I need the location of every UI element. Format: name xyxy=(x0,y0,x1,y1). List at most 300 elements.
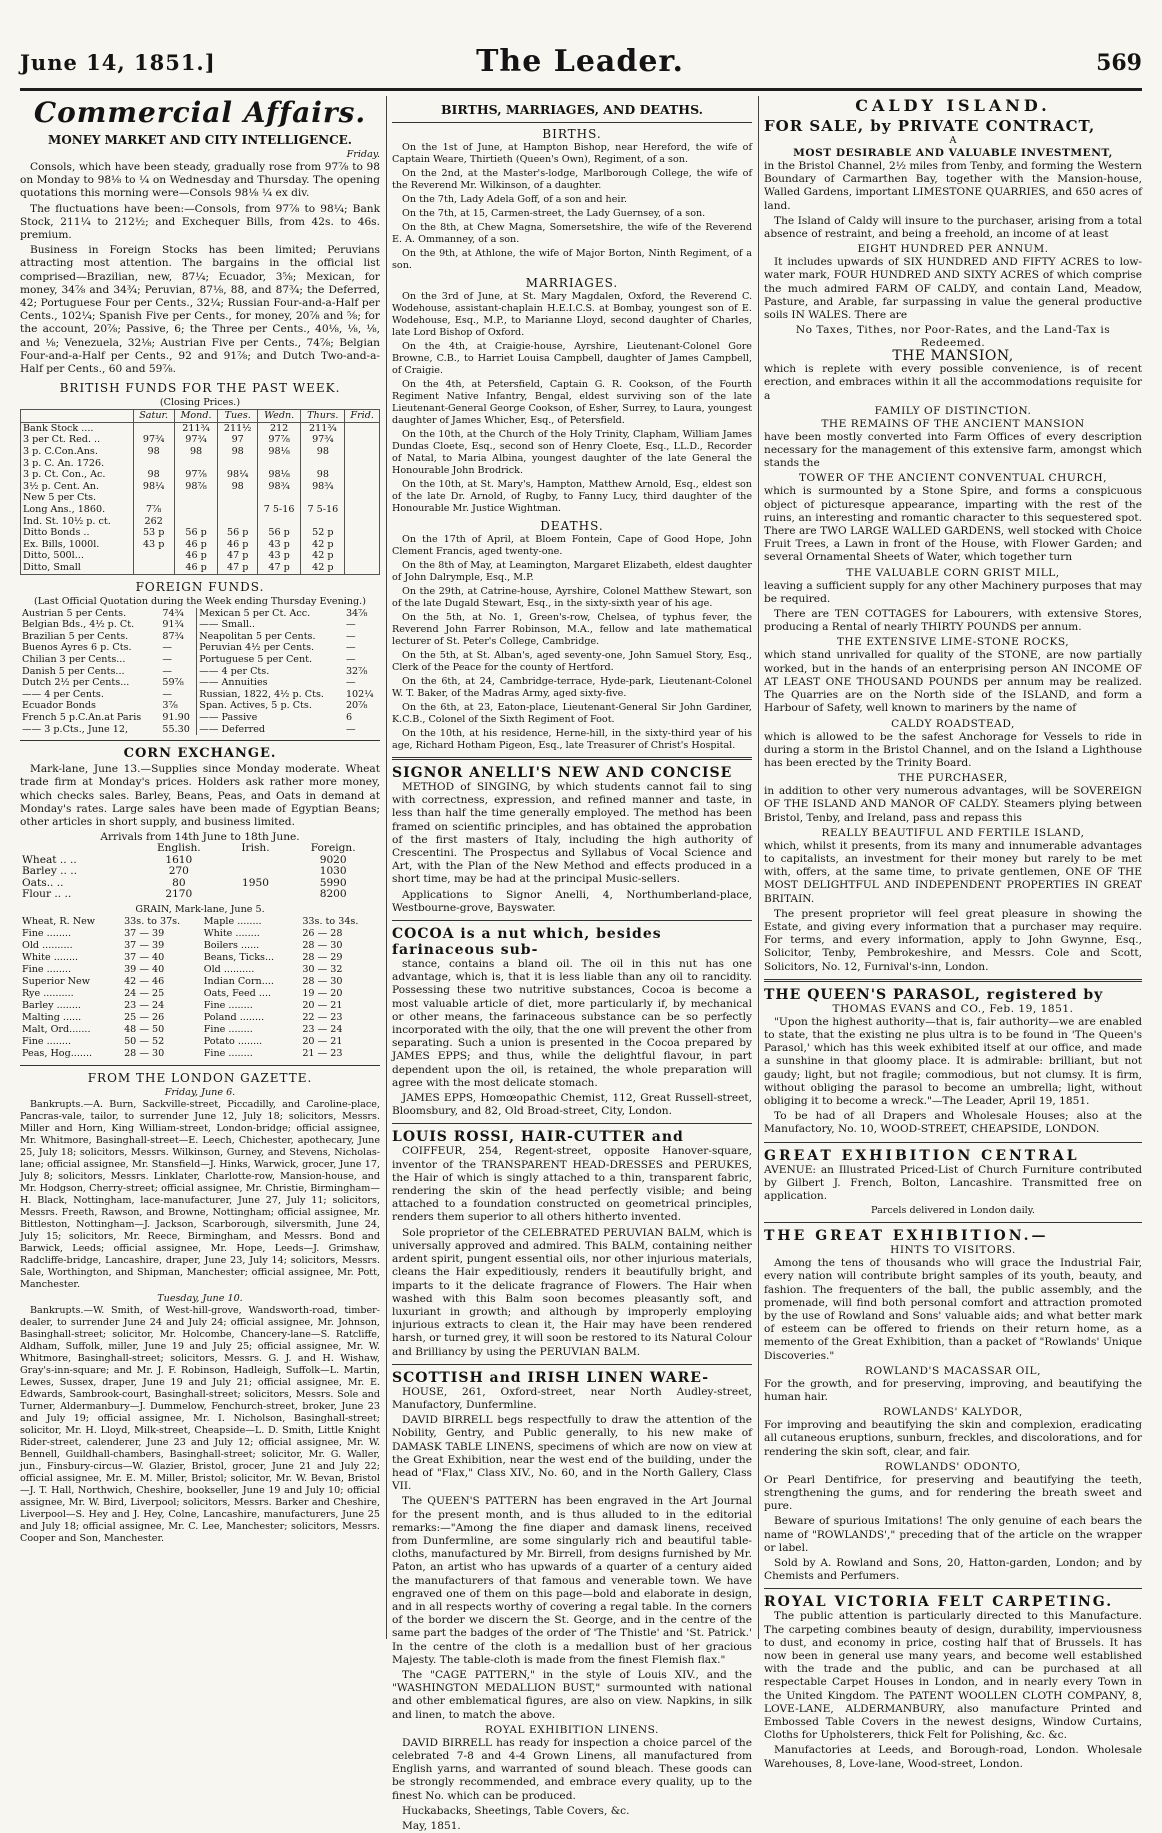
foreign-name: Brazilian 5 per Cents. xyxy=(22,630,129,642)
foreign-funds-subtitle: (Last Official Quotation during the Week ending Thursday Evening.) xyxy=(34,595,366,607)
birth-notice: On the 9th, at Athlone, the wife of Major Borton, Ninth Regiment, of a son. xyxy=(392,248,752,271)
grain-name: Barley ........ xyxy=(22,1000,81,1012)
deaths-heading: DEATHS. xyxy=(540,519,604,533)
caldy-paragraph: There are TEN COTTAGES for Labourers, with extensive Stores, producing a Rental of nearly THIRTY POUNDS per annum. xyxy=(764,608,1142,634)
funds-cell: 97¾ xyxy=(301,434,345,446)
grain-price: 33s. to 37s. xyxy=(124,916,181,928)
funds-cell: 42 p xyxy=(301,539,345,551)
foreign-name: Portuguese 5 per Cent. xyxy=(197,654,344,666)
grain-name: Fine ........ xyxy=(203,1048,253,1060)
funds-header-row xyxy=(21,410,380,423)
caldy-title: CALDY ISLAND. xyxy=(855,96,1051,115)
foreign-name: —— 4 per Cts. xyxy=(197,666,344,678)
grain-name: Superior New xyxy=(22,976,90,988)
caldy-paragraph: have been mostly converted into Farm Offices of every description necessary for the management of this extensive farm, amongst which stands the xyxy=(764,430,1142,470)
foreign-name: Dutch 2½ per Cents... xyxy=(22,677,130,689)
parasol-paragraph: To be had of all Drapers and Wholesale Houses; also at the Manufactory, No. 10, WOOD-STREET, CHEAPSIDE, LONDON. xyxy=(764,1110,1142,1136)
funds-header-cell: Tues. xyxy=(218,410,258,423)
funds-cell: 211¾ xyxy=(174,422,218,434)
funds-cell xyxy=(174,516,218,528)
arrivals-cell: 1030 xyxy=(319,865,347,878)
arrivals-cell: Flour .. .. xyxy=(22,888,72,901)
births-marriages-deaths-title: BIRTHS, MARRIAGES, AND DEATHS. xyxy=(440,102,704,117)
parasol-subtitle: THOMAS EVANS and CO., Feb. 19, 1851. xyxy=(832,1002,1074,1015)
funds-cell: Bank Stock .... xyxy=(21,422,134,434)
grain-row xyxy=(20,964,380,976)
cocoa-ad-title: COCOA is a nut which, besides farinaceous sub- xyxy=(392,926,662,959)
foreign-name: Neapolitan 5 per Cents. xyxy=(197,631,344,643)
foreign-row xyxy=(20,724,380,736)
funds-cell: Ditto, Small xyxy=(21,562,134,574)
foreign-name: Danish 5 per Cents... xyxy=(22,665,125,677)
funds-cell: 42 p xyxy=(301,562,345,574)
arrivals-cell: 1950 xyxy=(241,876,269,889)
foreign-name: —— 3 p.Cts., June 12, xyxy=(22,723,129,735)
grain-name: Fine ........ xyxy=(203,1024,253,1036)
rossi-paragraph: Sole proprietor of the CELEBRATED PERUVIAN BALM, which is universally approved and admired. This BALM, containing neither ardent spirit, pungent essential oils, nor other injurious materials, cleans the Hair expeditiously, renders it beautifully bright, and imparts to it the delicate fragrance of Flowers. The Hair when washed with this Balm soon becomes pleasantly soft, and luxuriant in growth; and although by improperly employing injurious extracts to clean it, the Hair may have been rendered harsh, or turned grey, it will soon be restored to its Natural Colour and Brilliancy by using the PERUVIAN BALM. xyxy=(392,1226,752,1358)
linen-ad-title: SCOTTISH and IRISH LINEN WARE- xyxy=(392,1369,709,1386)
gazette-paragraph: Bankrupts.—W. Smith, of West-hill-grove, Wandsworth-road, timber-dealer, to surrender June 24 and July 24; official assignee, Mr. Johnson, Basinghall-street; solicitor, Mr. Holcombe, Chancery-lane—S. Ratcliffe, Aldham, Suffolk, miller, June 19 and July 25; official assignee, Mr. W. Whitmore, Basinghall-street; solicitors, Messrs. G. J. and H. Wishaw, Gray's-inn-square; and Mr. J. F. Robinson, Hadleigh, Suffolk—L. Martin, Lewes, Sussex, draper, June 19 and July 21; official assignee, Mr. E. Edwards, Sambrook-court, Basinghall-street; solicitors, Messrs. Sole and Turner, Aldermanbury—J. Dummelow, Fenchurch-street, broker, June 23 and July 19; official assignee, Mr. I. Nicholson, Basinghall-street; solicitor, Mr. H. Lloyd, Milk-street, Cheapside—L. D. Smith, Little Knight Rider-street, calenderer, June 23 and July 12; official assignee, Mr. W. Bennell, Guildhall-chambers, Basinghall-street; solicitor, Mr. G. Waller, jun., Finsbury-circus—W. Glazier, Bristol, grocer, June 21 and July 22; official assignee, Mr. E. M. Miller, Bristol; solicitor, Mr. W. Bevan, Bristol—J. T. Hall, Northwich, Cheshire, bookseller, June 19 and July 10; official assignee, Mr. W. Bird, Liverpool; solicitors, Messrs. Barker and Cheshire, Liverpool—S. Hey and J. Hey, Colne, Lancashire, manufacturers, June 25 and July 18; official assignee, Mr. C. Lee, Manchester; solicitors, Messrs. Cooper and Son, Manchester. xyxy=(20,1305,380,1545)
column-advertisements xyxy=(764,96,1142,1770)
funds-cell: 98⅛ xyxy=(257,446,300,458)
cocoa-paragraph: JAMES EPPS, Homœopathic Chemist, 112, Great Russell-street, Bloomsbury, and 82, Old Broad-street, City, London. xyxy=(392,1092,752,1118)
column-divider xyxy=(758,96,759,1639)
funds-row xyxy=(21,562,380,574)
grain-price: 28 — 30 xyxy=(302,940,343,952)
birth-notice: On the 7th, Lady Adela Goff, of a son and heir. xyxy=(402,194,628,205)
grain-row xyxy=(20,1048,380,1060)
funds-cell: 98 xyxy=(301,446,345,458)
foreign-value: 91.90 xyxy=(162,711,190,723)
foreign-value: 20⅞ xyxy=(345,700,368,712)
funds-cell xyxy=(257,516,300,528)
exhibition-central-ad-title: GREAT EXHIBITION CENTRAL xyxy=(764,1147,1080,1164)
funds-cell: 3½ p. Cent. An. xyxy=(21,481,134,493)
funds-cell xyxy=(133,562,174,574)
grain-name: Fine ........ xyxy=(22,1036,72,1048)
section-rule xyxy=(392,122,752,123)
funds-cell: 56 p xyxy=(218,527,258,539)
great-exhibition-heading: ROWLAND'S MACASSAR OIL, xyxy=(865,1364,1041,1377)
caldy-heading: No Taxes, Tithes, nor Poor-Rates, and the Land-Tax is Redeemed. xyxy=(795,324,1111,350)
funds-cell: 46 p xyxy=(218,539,258,551)
funds-row xyxy=(21,446,380,458)
funds-cell xyxy=(133,492,174,504)
caldy-paragraph: in addition to other very numerous advantages, will be SOVEREIGN OF THE ISLAND AND MANOR OF CALDY. Steamers plying between Bristol, Tenby, and Ireland, pass and repass this xyxy=(764,785,1142,824)
linen-date: May, 1851. xyxy=(402,1820,461,1833)
funds-cell: 98⅛ xyxy=(257,469,300,481)
grain-table xyxy=(20,916,380,1060)
foreign-row xyxy=(20,654,380,666)
section-rule xyxy=(20,740,380,741)
grain-price: 28 — 30 xyxy=(302,976,343,988)
grain-name: Malt, Ord....... xyxy=(22,1024,91,1036)
caldy-paragraph: which is allowed to be the safest Anchorage for Vessels to ride in during a storm in the Bristol Channel, and on the Island a Lighthouse has been erected by the Trinity Board. xyxy=(764,730,1142,769)
grain-name: Oats, Feed .... xyxy=(203,988,272,1000)
funds-cell: 3 per Ct. Red. .. xyxy=(21,434,134,446)
foreign-name: Span. Actives, 5 p. Cts. xyxy=(197,700,344,712)
grain-row xyxy=(20,976,380,988)
funds-cell: 47 p xyxy=(218,550,258,562)
grain-price: 50 — 52 xyxy=(124,1036,165,1048)
funds-cell: 98⅞ xyxy=(174,481,218,493)
funds-cell xyxy=(218,504,258,516)
grain-row xyxy=(20,928,380,940)
caldy-heading: CALDY ROADSTEAD, xyxy=(891,717,1015,730)
marriage-notice: On the 3rd of June, at St. Mary Magdalen, Oxford, the Reverend C. Wodehouse, assistant-chaplain H.E.I.C.S. at Bombay, youngest son of E. Wodehouse, Esq., M.P., to Marianne Lloyd, second daughter of Charles, late Lord Bishop of Oxford. xyxy=(392,291,752,338)
grain-price: 37 — 40 xyxy=(124,952,165,964)
caldy-heading: REALLY BEAUTIFUL AND FERTILE ISLAND, xyxy=(821,826,1085,839)
funds-cell xyxy=(345,469,380,481)
foreign-row xyxy=(20,677,380,689)
funds-cell: 46 p xyxy=(174,550,218,562)
funds-cell: 47 p xyxy=(218,562,258,574)
caldy-letter: A xyxy=(949,135,957,146)
grain-name: Rye .......... xyxy=(22,988,74,1000)
caldy-paragraph: The present proprietor will feel great pleasure in showing the Estate, and giving every information that a purchaser may require. For terms, and every information, apply to John Gwynne, Esq., Solicitor, Tenby, Pembrokeshire, and Messrs. Cole and Scott, Solicitors, No. 12, Furnival's-inn, London. xyxy=(764,907,1142,973)
funds-cell xyxy=(218,458,258,470)
grain-price: 42 — 46 xyxy=(124,976,165,988)
birth-notice: On the 2nd, at the Master's-lodge, Marlborough College, the wife of the Reverend Mr. Wilkinson, of a daughter. xyxy=(392,168,752,191)
money-market-title: MONEY MARKET AND CITY INTELLIGENCE. xyxy=(48,133,352,147)
caldy-heading: THE MANSION, xyxy=(892,348,1014,365)
marriage-notice: On the 10th, at St. Mary's, Hampton, Matthew Arnold, Esq., eldest son of the late Dr. Arnold, of Rugby, to Fanny Lucy, third daughter of the Honourable Mr. Justice Wightman. xyxy=(392,479,752,514)
grain-price: 28 — 30 xyxy=(124,1048,165,1060)
funds-cell xyxy=(133,458,174,470)
linen-subheading: ROYAL EXHIBITION LINENS. xyxy=(485,1723,659,1736)
caldy-paragraph: in the Bristol Channel, 2½ miles from Tenby, and forming the Western Boundary of Carmarthen Bay, together with the Mansion-house, Walled Gardens, important LIMESTONE QUARRIES, and 650 acres of land. xyxy=(764,160,1142,212)
caldy-paragraph: which, whilst it presents, from its many and innumerable advantages to capitalists, an investment for their money but rarely to be met with, offers, at the same time, to private gentlemen, ONE OF THE MOST DELIGHTFUL AND INDEPENDENT PROPERTIES IN GREAT BRITAIN. xyxy=(764,839,1142,905)
birth-notice: On the 1st of June, at Hampton Bishop, near Hereford, the wife of Captain Weare, Thirtieth (Queen's Own), Regiment, of a son. xyxy=(392,142,752,165)
funds-cell: 212 xyxy=(257,422,300,434)
funds-cell: Ditto, 500l... xyxy=(21,550,134,562)
arrivals-header-cell: English. xyxy=(156,842,201,855)
funds-cell xyxy=(301,458,345,470)
section-rule xyxy=(764,1222,1142,1223)
funds-header-cell: Frid. xyxy=(345,410,380,423)
foreign-value: — xyxy=(162,688,172,700)
linen-paragraph: The QUEEN'S PATTERN has been engraved in the Art Journal for the present month, and is thus alluded to in the editorial remarks:—"Among the fine diaper and damask linens, received from Dunfermline, are some singularly rich and beautiful table-cloths, manufactured by Mr. Birrell, from designs furnished by Mr. Paton, an artist who has upwards of a quarter of a century aided the manufacturers of that famous and venerable town. We have engraved one of them on this page—bold and elaborate in design, and in all respects worthy of covering a regal table. In the corners of the border we discern the St. George, and in the centre of the same part the badges of the order of 'The Thistle' and 'St. Patrick.' In the centre of the cloth is a medallion bust of her gracious Majesty. The table-cloth is made from the finest Flemish flax." xyxy=(392,1495,752,1666)
funds-cell: 56 p xyxy=(174,527,218,539)
grain-name: Wheat, R. New xyxy=(22,916,95,928)
funds-row xyxy=(21,516,380,528)
great-exhibition-heading: ROWLANDS' ODONTO, xyxy=(885,1460,1021,1473)
funds-row xyxy=(21,434,380,446)
caldy-heading: THE REMAINS OF THE ANCIENT MANSION xyxy=(821,417,1085,430)
arrivals-cell: Oats.. .. xyxy=(22,876,64,889)
grain-price: 28 — 29 xyxy=(302,952,343,964)
caldy-heading: MOST DESIRABLE AND VALUABLE INVESTMENT, xyxy=(793,147,1113,159)
birth-notice: On the 8th, at Chew Magna, Somersetshire, the wife of the Reverend E. A. Ommanney, of a son. xyxy=(392,222,752,245)
funds-cell: 98 xyxy=(218,446,258,458)
great-exhibition-heading: ROWLANDS' KALYDOR, xyxy=(883,1406,1023,1419)
grain-price: 20 — 21 xyxy=(302,1036,343,1048)
caldy-heading: EIGHT HUNDRED PER ANNUM. xyxy=(857,243,1049,256)
funds-cell: 97 xyxy=(218,434,258,446)
foreign-name: —— Annuities xyxy=(197,677,344,689)
foreign-row xyxy=(20,666,380,678)
grain-price: 37 — 39 xyxy=(124,940,165,952)
funds-cell: 43 p xyxy=(133,539,174,551)
linen-paragraph: HOUSE, 261, Oxford-street, near North Audley-street, Manufactory, Dunfermline. xyxy=(392,1385,752,1411)
funds-header-cell: Mond. xyxy=(174,410,218,423)
caldy-paragraph: It includes upwards of SIX HUNDRED AND FIFTY ACRES to low-water mark, FOUR HUNDRED AND SIXTY ACRES of which comprise the much admired FARM OF CALDY, and contain Land, Meadow, Pasture, and Arable, far surpassing in value the general productive soils IN WALES. There are xyxy=(764,256,1142,322)
funds-row xyxy=(21,458,380,470)
funds-header-cell: Wedn. xyxy=(257,410,300,423)
death-notice: On the 10th, at his residence, Herne-hill, in the sixty-third year of his age, Richard Hotham Pigeon, Esq., late Treasurer of Christ's Hospital. xyxy=(392,728,752,751)
grain-price: 22 — 23 xyxy=(302,1012,343,1024)
grain-row xyxy=(20,1036,380,1048)
parasol-ad-title: THE QUEEN'S PARASOL, registered by xyxy=(764,986,1104,1003)
great-exhibition-paragraph: Among the tens of thousands who will grace the Industrial Fair, every nation will contribute bright samples of its youth, beauty, and fashion. The frequenters of the ball, the public assembly, and the promenade, will find both personal comfort and attraction promoted by the use of Rowland and Sons' valuable aids; and what better mark of esteem can be offered to friends on their return home, as a memento of the Great Exhibition, than a packet of "Rowlands' Unique Discoveries." xyxy=(764,1257,1142,1362)
foreign-name: French 5 p.C.An.at Paris xyxy=(22,711,142,723)
arrivals-header-row xyxy=(20,843,380,855)
foreign-row xyxy=(20,689,380,701)
funds-row xyxy=(21,527,380,539)
funds-row xyxy=(21,492,380,504)
arrivals-cell: 1610 xyxy=(165,853,193,866)
foreign-value: 55.30 xyxy=(162,723,190,735)
grain-name: Poland ........ xyxy=(203,1012,265,1024)
great-exhibition-paragraph: For the growth, and for preserving, improving, and beautifying the human hair. xyxy=(764,1377,1142,1404)
grain-price: 26 — 28 xyxy=(302,928,343,940)
grain-row xyxy=(20,916,380,928)
foreign-name: Buenos Ayres 6 p. Cts. xyxy=(22,642,132,654)
death-notice: On the 29th, at Catrine-house, Ayrshire, Colonel Matthew Stewart, son of the late Dugald Stewart, Esq., in the sixty-sixth year of his age. xyxy=(392,586,752,609)
arrivals-cell: Barley .. .. xyxy=(22,865,78,878)
foreign-row xyxy=(20,642,380,654)
grain-name: Beans, Ticks... xyxy=(203,952,275,964)
funds-cell xyxy=(174,458,218,470)
foreign-value: 32⅞ xyxy=(345,665,368,677)
foreign-value: 74¾ xyxy=(162,607,184,619)
death-notice: On the 6th, at 24, Cambridge-terrace, Hyde-park, Lieutenant-Colonel W. T. Baker, of the Madras Army, aged sixty-five. xyxy=(392,676,752,699)
funds-cell: 98¼ xyxy=(133,481,174,493)
funds-cell: 42 p xyxy=(301,550,345,562)
column-notices xyxy=(392,96,752,1833)
foreign-row xyxy=(20,712,380,724)
grain-name: Indian Corn.... xyxy=(203,976,274,988)
funds-cell xyxy=(345,516,380,528)
funds-cell: 98 xyxy=(133,446,174,458)
funds-cell: 98 xyxy=(301,469,345,481)
grain-price: 24 — 25 xyxy=(124,988,165,1000)
funds-row xyxy=(21,539,380,551)
caldy-heading: THE PURCHASER, xyxy=(898,772,1008,785)
funds-cell: 3 p. C.Con.Ans. xyxy=(21,446,134,458)
rossi-ad-title: LOUIS ROSSI, HAIR-CUTTER and xyxy=(392,1129,684,1146)
marriages-heading: MARRIAGES. xyxy=(525,276,619,290)
foreign-name: Russian, 1822, 4½ p. Cts. xyxy=(197,689,344,701)
death-notice: On the 5th, at St. Alban's, aged seventy-one, John Samuel Story, Esq., Clerk of the Peace for the county of Hertford. xyxy=(392,650,752,673)
anelli-paragraph: Applications to Signor Anelli, 4, Northumberland-place, Westbourne-grove, Bayswater. xyxy=(392,888,752,914)
birth-notice: On the 7th, at 15, Carmen-street, the Lady Guernsey, of a son. xyxy=(402,208,706,219)
grain-row xyxy=(20,1012,380,1024)
arrivals-header-cell: Foreign. xyxy=(310,842,356,855)
grain-name: Old .......... xyxy=(203,964,255,976)
funds-cell xyxy=(174,504,218,516)
grain-title: GRAIN, Mark-lane, June 5. xyxy=(135,904,265,916)
foreign-name: Austrian 5 per Cents. xyxy=(22,607,127,619)
foreign-name: Belgian Bds., 4½ p. Ct. xyxy=(22,619,135,631)
gazette-title: FROM THE LONDON GAZETTE. xyxy=(87,1071,313,1086)
foreign-name: —— 4 per Cents. xyxy=(22,688,104,700)
funds-cell xyxy=(345,458,380,470)
funds-cell xyxy=(301,516,345,528)
grain-price: 39 — 40 xyxy=(124,964,165,976)
anelli-ad-title: SIGNOR ANELLI'S NEW AND CONCISE xyxy=(392,765,733,781)
money-day: Friday. xyxy=(346,149,380,160)
commercial-affairs-title: Commercial Affairs. xyxy=(33,96,367,129)
grain-price: 25 — 26 xyxy=(124,1012,165,1024)
funds-row xyxy=(21,422,380,434)
funds-cell: 7⅞ xyxy=(133,504,174,516)
funds-cell: 97¾ xyxy=(133,434,174,446)
exhibition-central-paragraph: AVENUE: an Illustrated Priced-List of Church Furniture contributed by Gilbert J. French, Bolton, Lancashire. Transmitted free on application. xyxy=(764,1163,1142,1202)
foreign-name: Chilian 3 per Cents... xyxy=(22,653,126,665)
funds-cell: Long Ans., 1860. xyxy=(21,504,134,516)
section-rule xyxy=(392,757,752,760)
section-rule xyxy=(392,1123,752,1124)
grain-name: Fine ........ xyxy=(22,928,72,940)
foreign-value: 87¾ xyxy=(162,630,184,642)
section-rule xyxy=(764,1588,1142,1589)
grain-price: 23 — 24 xyxy=(124,1000,165,1012)
funds-cell: 3 p. C. An. 1726. xyxy=(21,458,134,470)
section-rule xyxy=(392,1364,752,1365)
death-notice: On the 5th, at No. 1, Green's-row, Chelsea, of typhus fever, the Reverend John Farrer Robinson, M.A., fellow and late mathematical lecturer of St. Peter's College, Cambridge. xyxy=(392,612,752,647)
death-notice: On the 6th, at 23, Eaton-place, Lieutenant-General Sir John Gardiner, K.C.B., Colonel of the Sixth Regiment of Foot. xyxy=(392,702,752,725)
funds-cell: 7 5-16 xyxy=(257,504,300,516)
grain-price: 37 — 39 xyxy=(124,928,165,940)
funds-cell xyxy=(345,492,380,504)
great-exhibition-paragraph: Sold by A. Rowland and Sons, 20, Hatton-garden, London; and by Chemists and Perfumers. xyxy=(764,1557,1142,1583)
funds-cell: 98¼ xyxy=(218,469,258,481)
funds-cell xyxy=(218,516,258,528)
funds-header-cell xyxy=(21,410,134,423)
funds-cell: 211½ xyxy=(218,422,258,434)
arrivals-cell: Wheat .. .. xyxy=(22,853,77,866)
foreign-row xyxy=(20,700,380,712)
grain-name: White ........ xyxy=(203,928,260,940)
foreign-value: — xyxy=(345,630,356,642)
corn-exchange-title: CORN EXCHANGE. xyxy=(123,746,277,762)
foreign-value: 3⅞ xyxy=(162,700,178,712)
arrivals-cell: 8200 xyxy=(319,888,347,901)
funds-row xyxy=(21,469,380,481)
gazette-day: Friday, June 6. xyxy=(164,1087,236,1099)
arrivals-cell: 2170 xyxy=(165,888,193,901)
funds-row xyxy=(21,481,380,493)
page-number: 569 xyxy=(1096,50,1142,76)
felt-carpeting-paragraph: Manufactories at Leeds, and Borough-road, London. Wholesale Warehouses, 8, Love-lane, Wood-street, London. xyxy=(764,1744,1142,1770)
foreign-value: 59⅞ xyxy=(162,677,184,689)
grain-row xyxy=(20,940,380,952)
funds-cell: 46 p xyxy=(174,562,218,574)
caldy-heading: TOWER OF THE ANCIENT CONVENTUAL CHURCH, xyxy=(798,472,1108,485)
grain-price: 30 — 32 xyxy=(302,964,343,976)
section-rule xyxy=(764,979,1142,982)
funds-header-cell: Satur. xyxy=(133,410,174,423)
grain-name: Fine ........ xyxy=(22,964,72,976)
funds-cell: 46 p xyxy=(174,539,218,551)
caldy-paragraph: which is replete with every possible convenience, is of recent erection, and embraces within it all the accommodations requisite for a xyxy=(764,363,1142,402)
funds-row xyxy=(21,504,380,516)
funds-cell: 262 xyxy=(133,516,174,528)
issue-date: June 14, 1851.] xyxy=(20,50,216,75)
arrivals-row xyxy=(20,889,380,901)
funds-cell xyxy=(345,562,380,574)
arrivals-cell xyxy=(225,855,287,867)
funds-cell xyxy=(257,458,300,470)
arrivals-cell: 80 xyxy=(172,876,186,889)
funds-cell: 97⅞ xyxy=(174,469,218,481)
funds-cell xyxy=(301,492,345,504)
caldy-paragraph: The Island of Caldy will insure to the purchaser, arising from a total absence of restraint, and being a freehold, an income of at least xyxy=(764,214,1142,241)
corn-paragraph: Mark-lane, June 13.—Supplies since Monday moderate. Wheat trade firm at Monday's prices. Holders ask rather more money, which checks sales. Barley, Beans, Peas, and Oats in demand at Monday's rates. Large sales have been made of Egyptian Beans; other articles in short supply, and business limited. xyxy=(20,763,380,828)
funds-cell: 56 p xyxy=(257,527,300,539)
foreign-value: 6 xyxy=(345,711,353,723)
births-list xyxy=(392,142,752,272)
marriages-list xyxy=(392,291,752,515)
births-heading: BIRTHS. xyxy=(542,127,602,141)
grain-price: 23 — 24 xyxy=(302,1024,343,1036)
foreign-value: — xyxy=(345,677,356,689)
foreign-value: — xyxy=(345,723,356,735)
funds-header-cell: Thurs. xyxy=(301,410,345,423)
section-rule xyxy=(392,920,752,921)
funds-cell xyxy=(345,550,380,562)
foreign-name: —— Passive xyxy=(197,712,344,724)
section-rule xyxy=(764,1142,1142,1143)
great-exhibition-subtitle: HINTS TO VISITORS. xyxy=(890,1244,1016,1257)
section-rule xyxy=(20,1065,380,1066)
great-exhibition-ad-title: THE GREAT EXHIBITION.— xyxy=(764,1228,1049,1245)
funds-cell: 3 p. Ct. Con., Ac. xyxy=(21,469,134,481)
funds-cell: Ditto Bonds .. xyxy=(21,527,134,539)
felt-carpeting-ad-title: ROYAL VICTORIA FELT CARPETING. xyxy=(764,1594,1114,1611)
grain-price: 21 — 23 xyxy=(302,1048,343,1060)
foreign-funds-title: FOREIGN FUNDS. xyxy=(135,579,265,594)
funds-cell xyxy=(174,492,218,504)
foreign-name: Ecuador Bonds xyxy=(22,700,96,712)
foreign-row xyxy=(20,608,380,620)
arrivals-header-cell: Irish. xyxy=(241,842,270,855)
marriage-notice: On the 4th, at Craigie-house, Ayrshire, Lieutenant-Colonel Gore Browne, C.B., to Harriet Louisa Campbell, daughter of James Campbell, of Craigie. xyxy=(392,341,752,376)
funds-cell: Ex. Bills, 1000l. xyxy=(21,539,134,551)
funds-cell xyxy=(345,539,380,551)
caldy-paragraph: leaving a sufficient supply for any other Machinery purposes that may be required. xyxy=(764,579,1142,605)
british-funds-subtitle: (Closing Prices.) xyxy=(159,397,241,409)
marriage-notice: On the 4th, at Petersfield, Captain G. R. Cookson, of the Fourth Regiment Native Infantry, Bengal, eldest surviving son of the late Lieutenant-General George Cookson, of Esher, Surrey, to Laura, youngest daughter of James Whicher, Esq., of Petersfield. xyxy=(392,379,752,426)
linen-paragraph: The "CAGE PATTERN," in the style of Louis XIV., and the "WASHINGTON MEDALLION BUST," surmounted with national and other emblematical figures, are also on view. Napkins, in silk and linen, to match the above. xyxy=(392,1668,752,1721)
money-paragraph: Business in Foreign Stocks has been limited; Peruvians attracting most attention. The bargains in the official list comprised—Brazilian, new, 87¼; Ecuador, 3⅝; Mexican, for money, 34⅞ and 34¾; Peruvian, 87⅛, 88, and 87¾; the Deferred, 42; Portuguese Four per Cents., 32¼; Russian Four-and-a-Half per Cents., 102¼; Spanish Five per Cents., for money, 20⅞ and ⅝; for the account, 20⅞; Passive, 6; the Three per Cents., 40⅛, ⅛, ⅛, and ⅛; Venezuela, 32⅛; Austrian Five per Cents., 74⅞; Belgian Four-and-a-Half per Cents., 92 and 91⅞; and Dutch Two-and-a-Half per Cents., 60 and 59⅞. xyxy=(20,244,380,376)
great-exhibition-paragraph: Or Pearl Dentifrice, for preserving and beautifying the teeth, strengthening the gums, and for rendering the breath sweet and pure. xyxy=(764,1473,1142,1513)
foreign-value: — xyxy=(162,642,172,654)
caldy-sale-line: FOR SALE, by PRIVATE CONTRACT, xyxy=(764,117,1096,135)
british-funds-table xyxy=(20,409,380,574)
caldy-heading: THE VALUABLE CORN GRIST MILL, xyxy=(846,566,1060,579)
money-paragraph: The fluctuations have been:—Consols, from 97⅞ to 98¼; Bank Stock, 211¼ to 212½; and Exchequer Bills, from 42s. to 46s. premium. xyxy=(20,202,380,242)
felt-carpeting-paragraph: The public attention is particularly directed to this Manufacture. The carpeting combines beauty of design, durability, imperviousness to dust, and economy in price, costing half that of Brussels. It has now been in general use many years, and become well established with the trade and the public, and can be purchased at all respectable Carpet Houses in London, and in nearly every Town in the United Kingdom. The PATENT WOOLLEN CLOTH COMPANY, 8, LOVE-LANE, ALDERMANBURY, also manufacture Printed and Embossed Table Covers in the newest designs, Window Curtains, Cloths for Upholsterers, thick Felt for Polishing, &c. &c. xyxy=(764,1610,1142,1742)
foreign-name: Peruvian 4½ per Cents. xyxy=(197,642,344,654)
funds-cell: 7 5-16 xyxy=(301,504,345,516)
grain-name: Maple ........ xyxy=(203,916,262,928)
page-header xyxy=(20,44,1142,82)
foreign-name: —— Small.. xyxy=(197,619,344,631)
grain-name: Old .......... xyxy=(22,940,73,952)
linen-paragraph: DAVID BIRRELL has ready for inspection a choice parcel of the celebrated 7-8 and 4-4 Grown Linens, all manufactured from English yarns, and warranted of sound bleach. These goods can be strongly recommended, and embrace every quality, up to the finest No. which can be produced. xyxy=(392,1736,752,1802)
